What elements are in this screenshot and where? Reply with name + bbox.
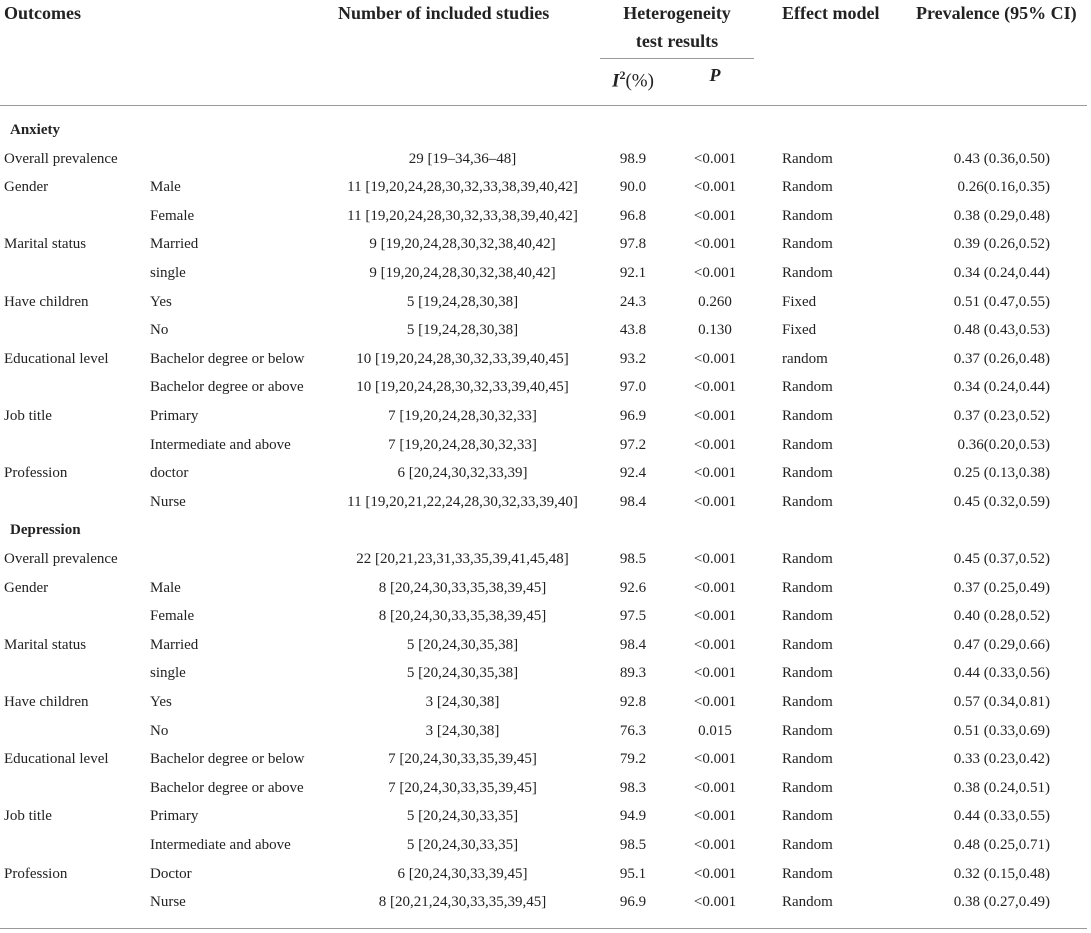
outcome-label: Profession bbox=[4, 465, 68, 482]
subgroup-label: Bachelor degree or above bbox=[150, 779, 304, 796]
i-squared-value: 98.4 bbox=[619, 636, 647, 653]
i-squared-value: 96.9 bbox=[619, 894, 647, 911]
prevalence-ci: 0.37 (0.25,0.49) bbox=[953, 579, 1050, 596]
p-value: <0.001 bbox=[693, 408, 737, 424]
subgroup-label: Male bbox=[150, 579, 181, 596]
subgroup-label: No bbox=[150, 322, 169, 339]
effect-model: Random bbox=[782, 465, 833, 482]
table-row bbox=[0, 145, 1091, 173]
effect-model: Random bbox=[782, 894, 833, 911]
table-row bbox=[0, 173, 1091, 201]
i-squared-value: 96.8 bbox=[619, 207, 647, 224]
table-row bbox=[0, 717, 1091, 745]
prevalence-ci: 0.33 (0.23,0.42) bbox=[953, 751, 1050, 768]
included-studies: 29 [19–34,36–48] bbox=[408, 150, 517, 167]
prevalence-ci: 0.44 (0.33,0.56) bbox=[953, 665, 1050, 682]
prevalence-ci: 0.36(0.20,0.53) bbox=[957, 436, 1050, 453]
effect-model: Random bbox=[782, 665, 833, 682]
outcome-label: Gender bbox=[4, 179, 49, 196]
i-squared-value: 89.3 bbox=[619, 665, 647, 682]
prevalence-ci: 0.26(0.16,0.35) bbox=[957, 179, 1050, 196]
effect-model: random bbox=[782, 350, 828, 367]
effect-model: Random bbox=[782, 837, 833, 853]
p-value: <0.001 bbox=[693, 350, 737, 367]
p-value: <0.001 bbox=[693, 865, 737, 882]
table-row bbox=[0, 373, 1091, 401]
p-value: <0.001 bbox=[693, 265, 737, 281]
p-value: <0.001 bbox=[693, 207, 737, 224]
subgroup-label: Married bbox=[150, 236, 199, 253]
prevalence-ci: 0.38 (0.29,0.48) bbox=[953, 207, 1050, 224]
subgroup-label: Yes bbox=[150, 694, 172, 710]
p-value: <0.001 bbox=[693, 694, 737, 710]
i-squared-value: 92.6 bbox=[619, 579, 647, 596]
outcome-label: Job title bbox=[4, 808, 52, 825]
i-squared-value: 95.1 bbox=[619, 865, 647, 882]
effect-model: Random bbox=[782, 236, 833, 253]
included-studies: 9 [19,20,24,28,30,32,38,40,42] bbox=[369, 265, 556, 281]
effect-model: Random bbox=[782, 408, 833, 424]
subgroup-label: Doctor bbox=[150, 865, 192, 882]
section-row bbox=[0, 116, 1091, 144]
header-effect-model: Effect model bbox=[782, 3, 880, 23]
p-value: <0.001 bbox=[693, 636, 737, 653]
effect-model: Random bbox=[782, 865, 833, 882]
table-bottom-rule bbox=[0, 928, 1087, 929]
heterogeneity-underline bbox=[600, 58, 754, 59]
table-row bbox=[0, 288, 1091, 316]
included-studies: 11 [19,20,21,22,24,28,30,32,33,39,40] bbox=[347, 493, 578, 510]
subgroup-label: doctor bbox=[150, 465, 189, 482]
prevalence-ci: 0.48 (0.43,0.53) bbox=[953, 322, 1050, 339]
p-value: <0.001 bbox=[693, 579, 737, 596]
subgroup-label: Bachelor degree or below bbox=[150, 751, 305, 768]
table-row bbox=[0, 860, 1091, 888]
header-heterogeneity-line1: Heterogeneity bbox=[623, 3, 731, 23]
table-row bbox=[0, 659, 1091, 687]
section-row bbox=[0, 516, 1091, 544]
p-value: <0.001 bbox=[693, 236, 737, 253]
table-row bbox=[0, 459, 1091, 487]
included-studies: 7 [20,24,30,33,35,39,45] bbox=[388, 779, 537, 796]
section-title: Depression bbox=[10, 522, 81, 539]
prevalence-ci: 0.45 (0.37,0.52) bbox=[953, 551, 1050, 567]
subgroup-label: Primary bbox=[150, 408, 199, 424]
effect-model: Fixed bbox=[782, 322, 817, 339]
subgroup-label: Bachelor degree or above bbox=[150, 379, 304, 396]
header-outcomes: Outcomes bbox=[4, 3, 81, 23]
table-row bbox=[0, 745, 1091, 773]
prevalence-ci: 0.47 (0.29,0.66) bbox=[953, 636, 1050, 653]
prevalence-ci: 0.51 (0.47,0.55) bbox=[953, 293, 1050, 310]
p-value: <0.001 bbox=[693, 779, 737, 796]
subgroup-label: Bachelor degree or below bbox=[150, 350, 305, 367]
included-studies: 8 [20,24,30,33,35,38,39,45] bbox=[378, 579, 547, 596]
i-squared-value: 97.0 bbox=[619, 379, 647, 396]
header-number-of-studies: Number of included studies bbox=[338, 3, 550, 23]
table-row bbox=[0, 631, 1091, 659]
p-value: <0.001 bbox=[693, 608, 737, 625]
p-value: <0.001 bbox=[693, 665, 737, 682]
included-studies: 7 [19,20,24,28,30,32,33] bbox=[388, 436, 537, 453]
outcome-label: Have children bbox=[4, 694, 89, 710]
effect-model: Random bbox=[782, 265, 833, 281]
included-studies: 5 [20,24,30,33,35] bbox=[406, 808, 519, 825]
table-row bbox=[0, 774, 1091, 802]
prevalence-ci: 0.43 (0.36,0.50) bbox=[953, 150, 1050, 167]
prevalence-ci: 0.37 (0.23,0.52) bbox=[953, 408, 1050, 424]
outcome-label: Job title bbox=[4, 408, 52, 424]
effect-model: Random bbox=[782, 207, 833, 224]
included-studies: 5 [20,24,30,35,38] bbox=[406, 665, 519, 682]
effect-model: Random bbox=[782, 722, 833, 739]
effect-model: Random bbox=[782, 379, 833, 396]
i-squared-value: 96.9 bbox=[619, 408, 647, 424]
i-squared-value: 97.8 bbox=[619, 236, 647, 253]
subgroup-label: Nurse bbox=[150, 894, 186, 911]
table-row bbox=[0, 402, 1091, 430]
table-row bbox=[0, 831, 1091, 859]
subgroup-label: Female bbox=[150, 608, 195, 625]
table-row bbox=[0, 230, 1091, 258]
effect-model: Random bbox=[782, 694, 833, 710]
header-prevalence: Prevalence (95% CI) bbox=[916, 3, 1077, 23]
p-value: <0.001 bbox=[693, 808, 737, 825]
included-studies: 22 [20,21,23,31,33,35,39,41,45,48] bbox=[356, 551, 569, 567]
included-studies: 8 [20,24,30,33,35,38,39,45] bbox=[378, 608, 547, 625]
table-row bbox=[0, 688, 1091, 716]
p-value: <0.001 bbox=[693, 179, 737, 196]
prevalence-ci: 0.32 (0.15,0.48) bbox=[953, 865, 1050, 882]
subgroup-label: No bbox=[150, 722, 169, 739]
header-i-squared bbox=[600, 62, 666, 94]
i-squared-value: 98.5 bbox=[619, 837, 647, 853]
i-squared-value: 98.4 bbox=[619, 493, 647, 510]
p-value: <0.001 bbox=[693, 894, 737, 911]
i-squared-value: 97.2 bbox=[619, 436, 647, 453]
table-row bbox=[0, 545, 1091, 573]
effect-model: Random bbox=[782, 179, 833, 196]
effect-model: Fixed bbox=[782, 293, 817, 310]
prevalence-ci: 0.34 (0.24,0.44) bbox=[953, 265, 1050, 281]
effect-model: Random bbox=[782, 779, 833, 796]
subgroup-label: single bbox=[150, 265, 186, 281]
included-studies: 8 [20,21,24,30,33,35,39,45] bbox=[378, 894, 547, 911]
section-title: Anxiety bbox=[10, 122, 60, 138]
effect-model: Random bbox=[782, 636, 833, 653]
subgroup-label: Married bbox=[150, 636, 199, 653]
p-value: 0.015 bbox=[698, 722, 732, 739]
table-row bbox=[0, 259, 1091, 287]
included-studies: 3 [24,30,38] bbox=[425, 694, 500, 710]
included-studies: 10 [19,20,24,28,30,32,33,39,40,45] bbox=[356, 379, 569, 396]
subgroup-label: Male bbox=[150, 179, 181, 196]
included-studies: 3 [24,30,38] bbox=[425, 722, 500, 739]
table-row bbox=[0, 802, 1091, 830]
p-value: <0.001 bbox=[693, 751, 737, 768]
i-squared-value: 43.8 bbox=[619, 322, 647, 339]
prevalence-ci: 0.48 (0.25,0.71) bbox=[953, 837, 1050, 853]
p-value: <0.001 bbox=[693, 551, 737, 567]
p-value: <0.001 bbox=[693, 379, 737, 396]
included-studies: 6 [20,24,30,33,39,45] bbox=[397, 865, 528, 882]
included-studies: 11 [19,20,24,28,30,32,33,38,39,40,42] bbox=[347, 207, 578, 224]
prevalence-ci: 0.38 (0.27,0.49) bbox=[953, 894, 1050, 911]
subgroup-label: Primary bbox=[150, 808, 199, 825]
outcome-label: Marital status bbox=[4, 636, 87, 653]
effect-model: Random bbox=[782, 493, 833, 510]
prevalence-ci: 0.25 (0.13,0.38) bbox=[953, 465, 1050, 482]
effect-model: Random bbox=[782, 551, 833, 567]
table-row bbox=[0, 431, 1091, 459]
i-squared-value: 79.2 bbox=[619, 751, 647, 768]
i-squared-value: 93.2 bbox=[619, 350, 647, 367]
i-squared-value: 24.3 bbox=[619, 293, 647, 310]
p-value: <0.001 bbox=[693, 837, 737, 853]
outcome-label: Gender bbox=[4, 579, 49, 596]
table-row bbox=[0, 345, 1091, 373]
included-studies: 5 [19,24,28,30,38] bbox=[406, 293, 519, 310]
included-studies: 7 [19,20,24,28,30,32,33] bbox=[388, 408, 537, 424]
table-row bbox=[0, 202, 1091, 230]
table-row bbox=[0, 602, 1091, 630]
included-studies: 11 [19,20,24,28,30,32,33,38,39,40,42] bbox=[347, 179, 578, 196]
i-squared-value: 92.8 bbox=[619, 694, 647, 710]
p-value: <0.001 bbox=[693, 150, 737, 167]
i-squared-unit: (%) bbox=[625, 70, 654, 92]
table-row bbox=[0, 488, 1091, 516]
effect-model: Random bbox=[782, 579, 833, 596]
i-squared-symbol: I bbox=[612, 70, 620, 92]
prevalence-ci: 0.40 (0.28,0.52) bbox=[953, 608, 1050, 625]
included-studies: 5 [19,24,28,30,38] bbox=[406, 322, 519, 339]
prevalence-ci: 0.45 (0.32,0.59) bbox=[953, 493, 1050, 510]
table-row bbox=[0, 316, 1091, 344]
included-studies: 10 [19,20,24,28,30,32,33,39,40,45] bbox=[356, 350, 569, 367]
p-value: <0.001 bbox=[693, 465, 737, 482]
outcome-label: Educational level bbox=[4, 350, 109, 367]
i-squared-value: 90.0 bbox=[619, 179, 647, 196]
effect-model: Random bbox=[782, 436, 833, 453]
p-value: 0.130 bbox=[698, 322, 732, 339]
i-squared-value: 94.9 bbox=[619, 808, 647, 825]
prevalence-ci: 0.34 (0.24,0.44) bbox=[953, 379, 1050, 396]
header-heterogeneity-line2: test results bbox=[635, 31, 719, 51]
subgroup-label: Yes bbox=[150, 293, 172, 310]
effect-model: Random bbox=[782, 150, 833, 167]
p-value: <0.001 bbox=[693, 493, 737, 510]
included-studies: 7 [20,24,30,33,35,39,45] bbox=[388, 751, 537, 768]
outcome-label: Have children bbox=[4, 293, 89, 310]
prevalence-ci: 0.44 (0.33,0.55) bbox=[953, 808, 1050, 825]
effect-model: Random bbox=[782, 751, 833, 768]
i-squared-value: 76.3 bbox=[619, 722, 647, 739]
subgroup-label: Intermediate and above bbox=[150, 837, 291, 853]
effect-model: Random bbox=[782, 808, 833, 825]
i-squared-value: 98.3 bbox=[619, 779, 647, 796]
i-squared-value: 97.5 bbox=[619, 608, 647, 625]
outcome-label: Overall prevalence bbox=[4, 551, 118, 567]
i-squared-value: 92.4 bbox=[619, 465, 647, 482]
outcome-label: Overall prevalence bbox=[4, 150, 118, 167]
subgroup-label: Female bbox=[150, 207, 195, 224]
subgroup-label: Nurse bbox=[150, 493, 186, 510]
i-squared-value: 92.1 bbox=[619, 265, 647, 281]
prevalence-ci: 0.38 (0.24,0.51) bbox=[953, 779, 1050, 796]
i-squared-value: 98.5 bbox=[619, 551, 647, 567]
included-studies: 5 [20,24,30,33,35] bbox=[406, 837, 519, 853]
included-studies: 5 [20,24,30,35,38] bbox=[406, 636, 519, 653]
effect-model: Random bbox=[782, 608, 833, 625]
table-row bbox=[0, 574, 1091, 602]
prevalence-ci: 0.39 (0.26,0.52) bbox=[953, 236, 1050, 253]
prevalence-ci: 0.51 (0.33,0.69) bbox=[953, 722, 1050, 739]
i-squared-value: 98.9 bbox=[619, 150, 647, 167]
subgroup-label: Intermediate and above bbox=[150, 436, 291, 453]
prevalence-ci: 0.37 (0.26,0.48) bbox=[953, 350, 1050, 367]
outcome-label: Marital status bbox=[4, 236, 87, 253]
outcome-label: Profession bbox=[4, 865, 68, 882]
table-row bbox=[0, 888, 1091, 916]
included-studies: 9 [19,20,24,28,30,32,38,40,42] bbox=[369, 236, 556, 253]
p-value: 0.260 bbox=[698, 293, 732, 310]
header-bottom-rule bbox=[0, 105, 1087, 106]
subgroup-label: single bbox=[150, 665, 186, 682]
header-p-value: P bbox=[709, 65, 721, 85]
i-squared-superscript: 2 bbox=[619, 68, 626, 82]
outcome-label: Educational level bbox=[4, 751, 109, 768]
p-value: <0.001 bbox=[693, 436, 737, 453]
prevalence-ci: 0.57 (0.34,0.81) bbox=[953, 694, 1050, 710]
included-studies: 6 [20,24,30,32,33,39] bbox=[397, 465, 528, 482]
